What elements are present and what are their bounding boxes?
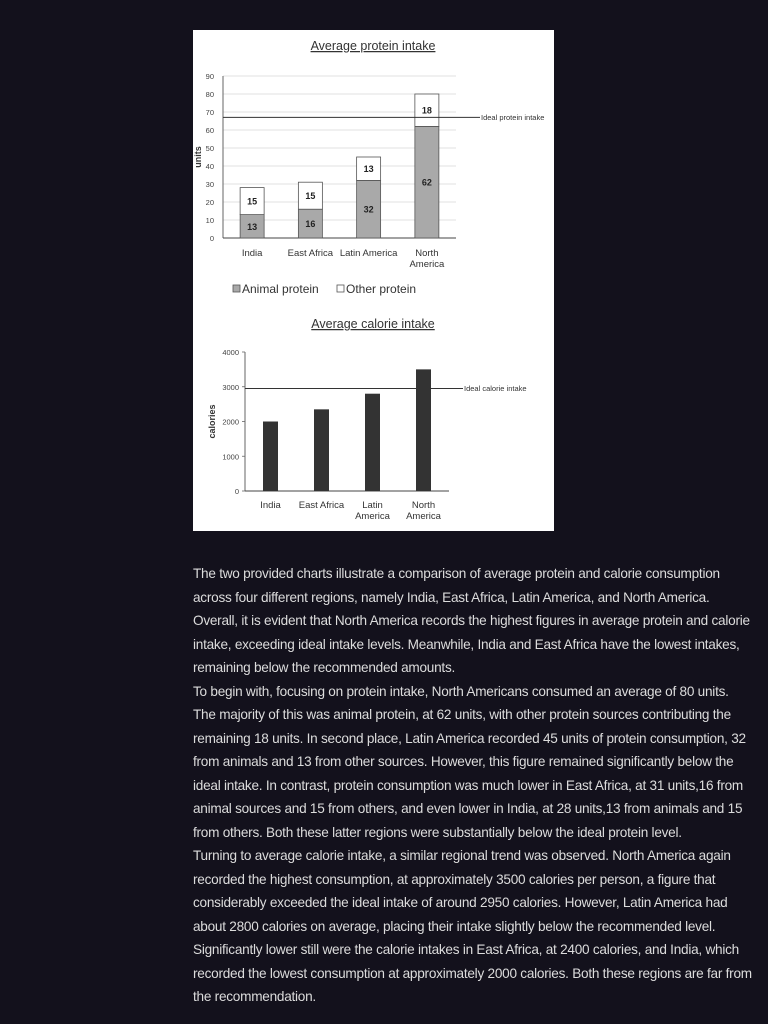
calorie-x-category-label: India: [260, 500, 281, 511]
essay-paragraph-intro: The two provided charts illustrate a comparison of average protein and calorie consumption across four different regions, namely India, East Africa, Latin America, and North America.: [193, 566, 720, 605]
protein-bar-animal-label: 13: [247, 221, 258, 232]
protein-y-axis-label: units: [193, 146, 203, 168]
protein-chart: [193, 30, 554, 310]
protein-bar-animal-label: 16: [305, 219, 316, 230]
legend-label-other: Other protein: [346, 282, 417, 296]
protein-x-category-label: East Africa: [287, 248, 334, 259]
calorie-bar: [314, 409, 329, 491]
calorie-y-tick-label: 3000: [222, 382, 239, 392]
protein-y-tick-label: 70: [205, 108, 214, 117]
essay-paragraph-overview: Overall, it is evident that North America records the highest figures in average protein and calorie intake, exceeding ideal intake levels. Meanwhile, India and East Africa have the lowest intakes, remaining below the recommended amounts.: [193, 613, 750, 675]
calorie-bar: [416, 369, 431, 491]
legend-label-animal: Animal protein: [242, 282, 319, 296]
calorie-x-category-label: America: [406, 511, 441, 522]
protein-bar-other-label: 15: [305, 191, 316, 202]
legend-swatch-other: [337, 285, 344, 292]
protein-y-tick-label: 90: [205, 72, 214, 81]
calorie-y-tick-label: 0: [234, 487, 239, 496]
protein-bar-animal-label: 62: [421, 177, 432, 188]
calorie-x-category-label: America: [355, 511, 390, 522]
protein-y-tick-label: 40: [205, 162, 214, 171]
calorie-bar: [365, 394, 380, 491]
calorie-x-category-label: East Africa: [298, 500, 345, 511]
calorie-y-tick-label: 2000: [222, 417, 239, 427]
protein-x-category-label: North: [415, 248, 439, 259]
protein-y-tick-label: 80: [205, 90, 214, 99]
protein-y-tick-label: 20: [205, 198, 214, 207]
calorie-x-category-label: Latin: [362, 500, 383, 511]
protein-bar-other-label: 18: [421, 105, 432, 116]
calorie-y-tick-label: 4000: [222, 348, 239, 357]
essay-text: [193, 562, 753, 1009]
protein-chart-title: Average protein intake: [310, 39, 436, 53]
protein-bar-animal-label: 32: [363, 204, 374, 215]
protein-y-tick-label: 50: [205, 144, 214, 153]
protein-x-category-label: America: [409, 259, 445, 270]
calorie-y-tick-label: 1000: [222, 452, 239, 462]
ideal-calorie-label: Ideal calorie intake: [464, 383, 527, 393]
protein-y-tick-label: 10: [205, 216, 214, 225]
protein-y-tick-label: 60: [205, 126, 214, 135]
protein-y-tick-label: 0: [209, 234, 214, 243]
figure-card: [193, 30, 554, 531]
ideal-protein-label: Ideal protein intake: [481, 112, 545, 122]
protein-x-category-label: Latin America: [339, 248, 398, 259]
protein-bar-other-label: 15: [247, 196, 258, 207]
legend-swatch-animal: [233, 285, 240, 292]
calorie-chart: [193, 310, 554, 531]
essay-paragraph-calorie: Turning to average calorie intake, a similar regional trend was observed. North America again recorded the highest consumption, at approximately 3500 calories per person, a figure that considerably exceeded the ideal intake of around 2950 calories. However, Latin America had about 2800 calories on average, placing their intake slightly below the recommended level. Significantly lower still were the calorie intakes in East Africa, at 2400 calories, and India, which recorded the lowest consumption at approximately 2000 calories. Both these regions are far from the recommendation.: [193, 848, 752, 1004]
calorie-y-axis-label: calories: [207, 404, 217, 439]
calorie-x-category-label: North: [411, 500, 436, 511]
protein-y-tick-label: 30: [205, 180, 214, 189]
essay-paragraph-protein: To begin with, focusing on protein intake, North Americans consumed an average of 80 units. The majority of this was animal protein, at 62 units, with other protein sources contributing the remaining 18 units. In second place, Latin America recorded 45 units of protein consumption, 32 from animals and 13 from other sources. However, this figure remained significantly below the ideal intake. In contrast, protein consumption was much lower in East Africa, at 31 units,16 from animal sources and 15 from others, and even lower in India, at 28 units,13 from animals and 15 from others. Both these latter regions were substantially below the ideal protein level.: [193, 683, 746, 840]
protein-bar-other-label: 13: [363, 164, 374, 175]
calorie-bar: [263, 422, 278, 492]
protein-x-category-label: India: [241, 248, 263, 259]
calorie-chart-title: Average calorie intake: [311, 317, 435, 331]
